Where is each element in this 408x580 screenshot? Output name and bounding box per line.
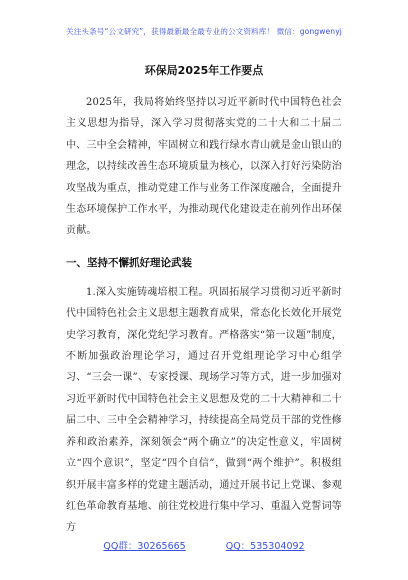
document-title: 环保局2025年工作要点 xyxy=(144,64,264,77)
footer-contacts xyxy=(0,538,408,552)
section-heading: 一、坚持不懈抓好理论武装 xyxy=(66,256,192,269)
intro-paragraph: 2025年，我局将始终坚持以习近平新时代中国特色社会主义思想为指导，深入学习贯彻落实党的二十大和二十届二中、三中全会精神，牢固树立和践行绿水青山就是金山银山的理念，以持续改善生态环境质量为核心，以深入打好污染防治攻坚战为重点，推动党建工作与业务工作深度融合，全面提升生态环境保护工作水平，为推动现代化建设走在前列作出环保贡献。 xyxy=(66,97,342,237)
section-paragraph: 1.深入实施铸魂培根工程。巩固拓展学习贯彻习近平新时代中国特色社会主义思想主题教育成果，常态化长效化开展党史学习教育，深化党纪学习教育。严格落实“第一议题”制度，不断加强政治理论学习，通过召开党组理论学习中心组学习、“三会一课”、专家授课、现场学习等方式，进一步加强对习近平新时代中国特色社会主义思想及党的二十大精神和二十届二中、三中全会精神学习，持续提高全局党员干部的党性修养和政治素养，深刻领会“两个确立”的决定性意义，牢固树立“四个意识”，坚定“四个自信”，做到“两个维护”。积极组织开展丰富多样的党建主题活动，通过开展书记上党课、参观红色革命教育基地、前往党校进行集中学习、重温入党誓词等方 xyxy=(66,286,342,534)
document-body xyxy=(66,92,342,539)
qq-contact-link[interactable]: QQ：535304092 xyxy=(225,541,305,552)
qq-group-link[interactable]: QQ群：30265665 xyxy=(103,541,186,552)
promo-banner: 关注头条号“公文研究”，获得最新最全最专业的公文资料库！ 微信：gongwenyj xyxy=(66,27,342,36)
